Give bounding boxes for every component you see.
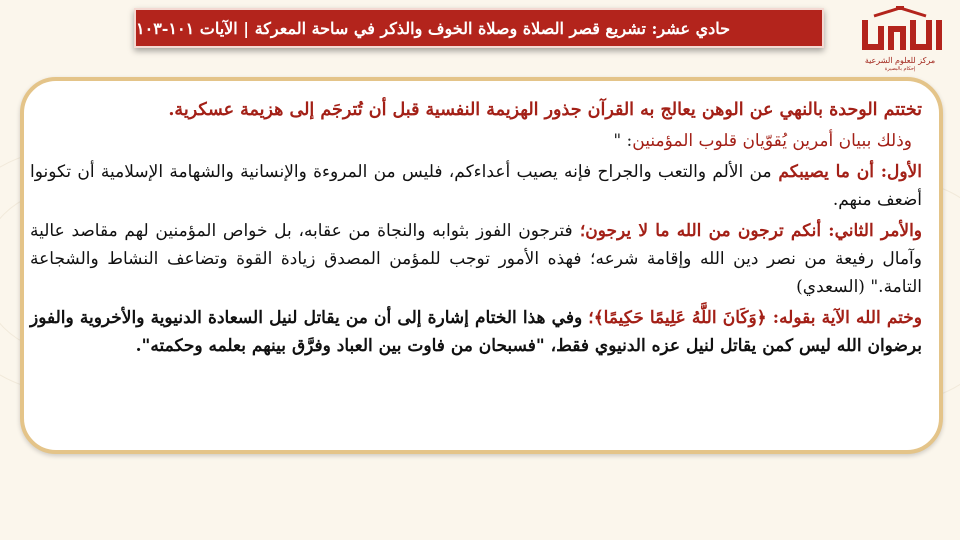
intro-paragraph: تختتم الوحدة بالنهي عن الوهن يعالج به القرآن جذور الهزيمة النفسية قبل أن تُترجَم إلى هزيمة عسكرية. (168, 100, 922, 120)
logo-tagline: إحكام بالبصيرة (884, 66, 916, 72)
slide-body (30, 82, 922, 363)
closing-verse: ﴿وَكَانَ اللَّهُ عَلِيمًا حَكِيمًا﴾؛ (582, 308, 773, 328)
second-point-paragraph (30, 217, 922, 301)
logo-subtitle: مركز للعلوم الشرعية (864, 56, 936, 65)
first-point-text: من الألم والتعب والجراح فإنه يصيب أعداءكم، فليس من المروءة والإنسانية والشهامة الإسلامية أن تكونوا أضعف منهم. (30, 162, 922, 210)
closing-paragraph (30, 304, 922, 360)
second-point-highlight: أنكم ترجون من الله ما لا يرجون؛ (572, 221, 829, 241)
ihkam-logo-mark (856, 6, 944, 54)
lead-paragraph (30, 127, 922, 155)
lead-text: وذلك ببيان أمرين يُقوّيان قلوب المؤمنين (632, 131, 912, 151)
first-point-paragraph (30, 158, 922, 214)
first-point-label: الأول: (880, 162, 922, 182)
second-point-label: والأمر الثاني: (828, 221, 923, 241)
closing-text: وفي هذا الختام إشارة إلى أن من يقاتل لنيل السعادة الدنيوية والأخروية والفوز برضوان الله ليس كمن يقاتل لنيل عزه الدنيوي فقط، "فسبحان من فاوت بين العباد وفرَّق بينهم بعلمه وحكمته". (30, 308, 922, 356)
first-point-highlight: أن ما يصيبكم (771, 162, 881, 182)
lead-quote-open: : " (613, 131, 633, 151)
slide-title-bar (134, 8, 824, 48)
ihkam-logo (850, 6, 950, 72)
slide-title: حادي عشر: تشريع قصر الصلاة وصلاة الخوف والذكر في ساحة المعركة | الآيات ١٠١-١٠٣ (136, 18, 731, 38)
closing-label: وختم الله الآية بقوله: (772, 308, 922, 328)
second-point-text: فترجون الفوز بثوابه والنجاة من عقابه، بل خواص المؤمنين لهم مقاصد عالية وآمال رفيعة من نصر دين الله وإقامة شرعه؛ فهذه الأمور توجب للمؤمن المصدق زيادة القوة وتضاعف النشاط والشجاعة التامة." (السعدي) (30, 221, 922, 297)
